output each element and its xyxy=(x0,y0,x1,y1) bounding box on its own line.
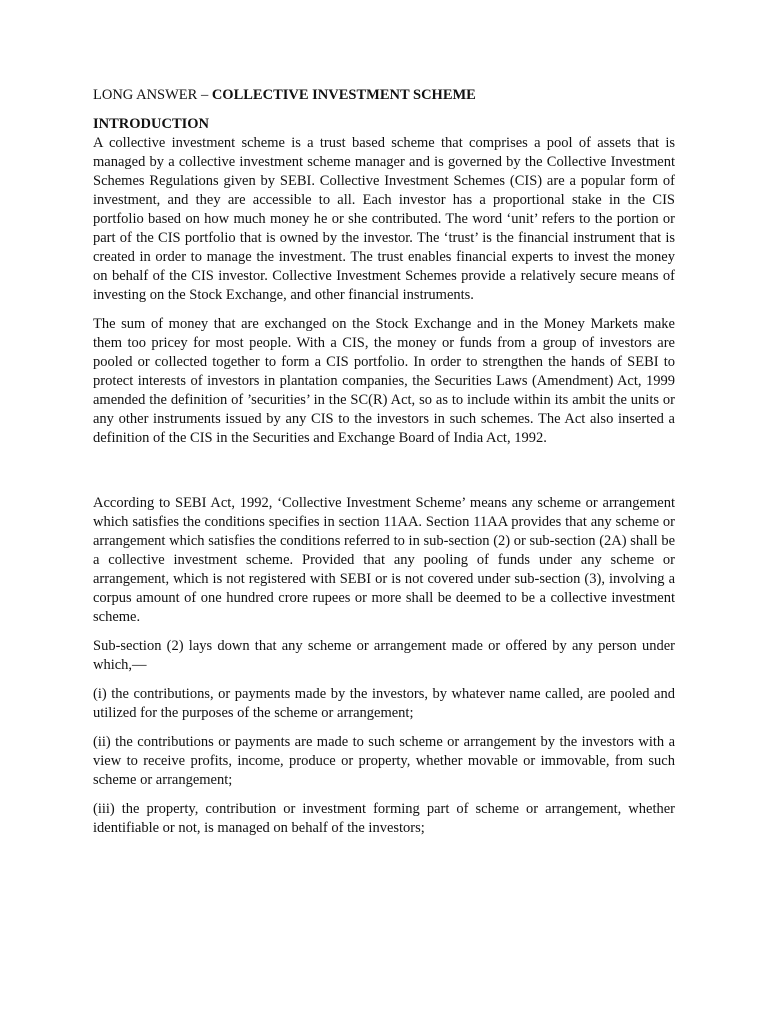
document-body xyxy=(93,86,675,848)
title-prefix: LONG ANSWER – xyxy=(93,87,212,103)
title-main: COLLECTIVE INVESTMENT SCHEME xyxy=(211,87,476,103)
paragraph-intro: A collective investment scheme is a trust based scheme that comprises a pool of assets that is managed by a collective investment scheme manager and is governed by the Collective Investment Schemes Regulations given by SEBI. Collective Investment Schemes (CIS) are a popular form of investment, and they are accessible to all. Each investor has a proportional stake in the CIS portfolio based on how much money he or she contributed. The word ‘unit’ refers to the portion or part of the CIS portfolio that is owned by the investor. The ‘trust’ is the financial instrument that is created in order to manage the investment. The trust enables financial experts to invest the money on behalf of the CIS investor. Collective Investment Schemes provide a relatively secure means of investing on the Stock Exchange, and other financial instruments. xyxy=(93,135,675,303)
paragraph-clause-i: (i) the contributions, or payments made by the investors, by whatever name called, are pooled and utilized for the purposes of the scheme or arrangement; xyxy=(93,686,675,721)
paragraph-sebi-definition: According to SEBI Act, 1992, ‘Collective Investment Scheme’ means any scheme or arrangement which satisfies the conditions specifies in section 11AA. Section 11AA provides that any scheme or arrangement which satisfies the conditions referred to in sub-section (2) or sub-section (2A) shall be a collective investment scheme. Provided that any pooling of funds under any scheme or arrangement, which is not registered with SEBI or is not covered under sub-section (3), involving a corpus amount of one hundred crore rupees or more shall be deemed to be a collective investment scheme. xyxy=(93,495,675,625)
paragraph-subsection-2: Sub-section (2) lays down that any scheme or arrangement made or offered by any person under which,— xyxy=(93,638,675,673)
intro-heading: INTRODUCTION xyxy=(93,116,210,132)
paragraph-money-markets: The sum of money that are exchanged on the Stock Exchange and in the Money Markets make them too pricey for most people. With a CIS, the money or funds from a group of investors are pooled or collected together to form a CIS portfolio. In order to strengthen the hands of SEBI to protect interests of investors in plantation companies, the Securities Laws (Amendment) Act, 1999 amended the definition of ’securities’ in the SC(R) Act, so as to include within its ambit the units or any other instruments issued by any CIS to the investors in such schemes. The Act also inserted a definition of the CIS in the Securities and Exchange Board of India Act, 1992. xyxy=(93,316,675,446)
document-title xyxy=(93,86,675,105)
paragraph-clause-ii: (ii) the contributions or payments are made to such scheme or arrangement by the investors with a view to receive profits, income, produce or property, whether movable or immovable, from such scheme or arrangement; xyxy=(93,734,675,788)
section-spacer xyxy=(93,458,675,494)
paragraph-clause-iii: (iii) the property, contribution or investment forming part of scheme or arrangement, whether identifiable or not, is managed on behalf of the investors; xyxy=(93,801,675,836)
